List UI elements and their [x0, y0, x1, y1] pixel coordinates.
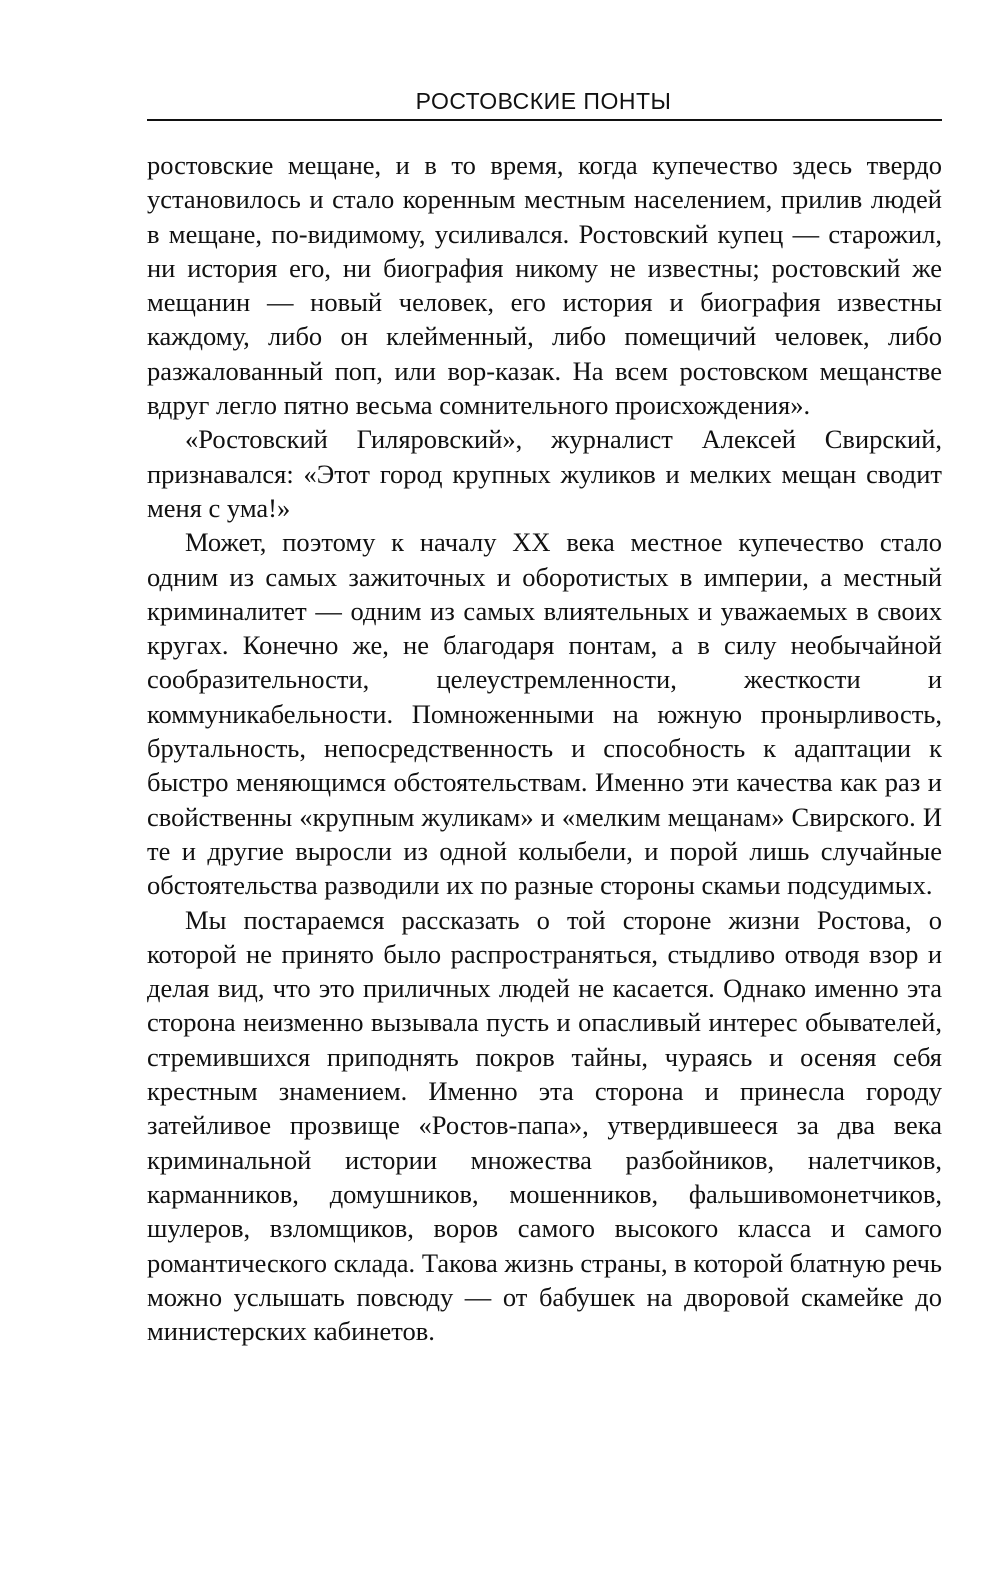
body-text	[147, 148, 942, 1348]
running-head-title: РОСТОВСКИЕ ПОНТЫ	[415, 88, 672, 114]
header-rule	[147, 119, 942, 121]
paragraph-2: «Ростовский Гиляровский», журналист Алексей Свирский, признавался: «Этот город крупных жуликов и мелких мещан сводит меня с ума!»	[147, 424, 942, 523]
paragraph-4: Мы постараемся рассказать о той стороне жизни Ростова, о которой не принято было распространяться, стыдливо отводя взор и делая вид, что это приличных людей не касается. Однако именно эта сторона неизменно вызывала пусть и опасливый интерес обывателей, стремившихся приподнять покров тайны, чураясь и осеняя себя крестным знамением. Именно эта сторона и принесла городу затейливое прозвище «Ростов-папа», утвердившееся за два века криминальной истории множества разбойников, налетчиков, карманников, домушников, мошенников, фальшивомонетчиков, шулеров, взломщиков, воров самого высокого класса и самого романтического склада. Такова жизнь страны, в которой блатную речь можно услышать повсюду — от бабушек на дворовой скамейке до министерских кабинетов.	[147, 904, 942, 1347]
paragraph-1: ростовские мещане, и в то время, когда купечество здесь твердо установилось и стало коренным местным населением, прилив людей в мещане, по-видимому, усиливался. Ростовский купец — старожил, ни история его, ни биография никому не известны; ростовский же мещанин — новый человек, его история и биография известны каждому, либо он клейменный, либо помещичий человек, либо разжалованный поп, или вор-казак. На всем ростовском мещанстве вдруг легло пятно весьма сомнительного происхождения».	[147, 150, 942, 421]
paragraph-3: Может, поэтому к началу XX века местное купечество стало одним из самых зажиточных и оборотистых в империи, а местный криминалитет — одним из самых влиятельных и уважаемых в своих кругах. Конечно же, не благодаря понтам, а в силу необычайной сообразительности, целеустремленности, жесткости и коммуникабельности. Помноженными на южную пронырливость, брутальность, непосредственность и способность к адаптации к быстро меняющимся обстоятельствам. Именно эти качества как раз и свойственны «крупным жуликам» и «мелким мещанам» Свирского. И те и другие выросли из одной колыбели, и порой лишь случайные обстоятельства разводили их по разные стороны скамьи подсудимых.	[147, 527, 942, 901]
